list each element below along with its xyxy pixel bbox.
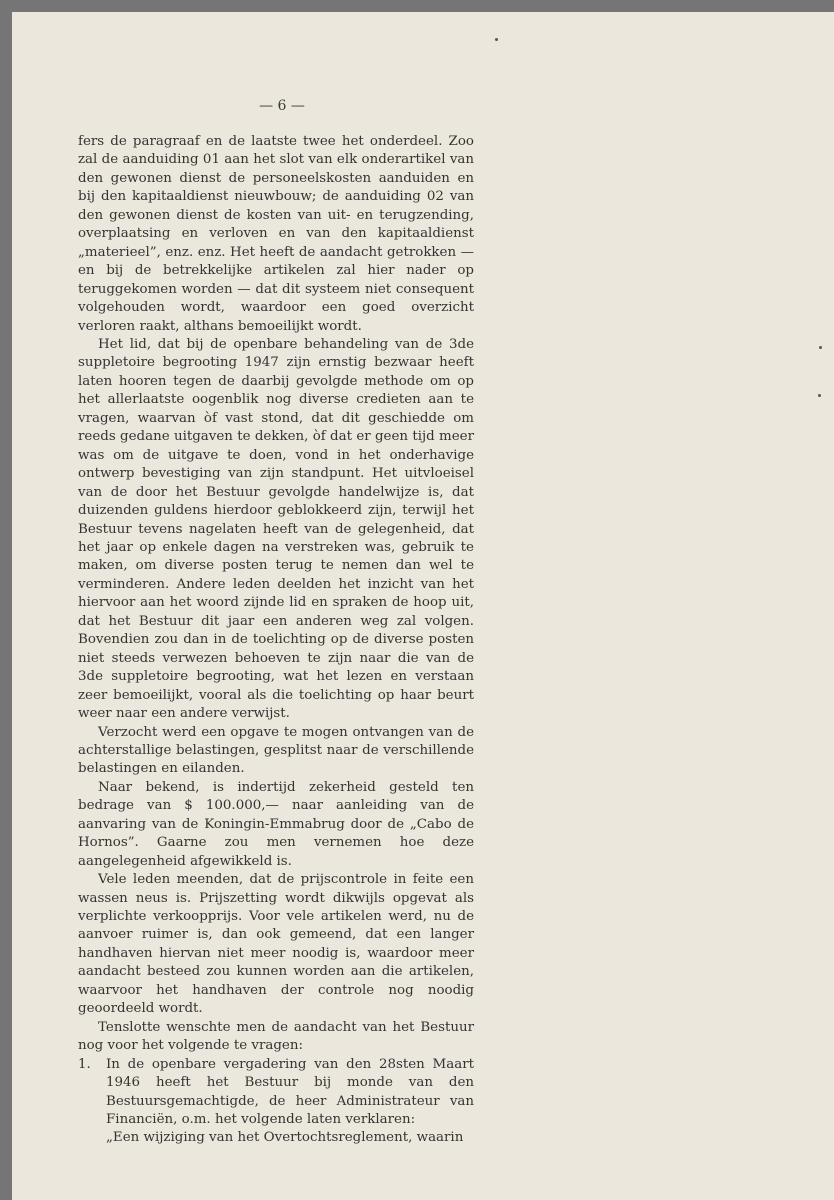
paragraph: Verzocht werd een opgave te mogen ontvangen van de achterstallige belastingen, gesplitst naar de verschillende belastingen en eilanden. <box>78 724 474 777</box>
page-number: — 6 — <box>259 98 305 114</box>
paragraph: Naar bekend, is indertijd zekerheid gesteld ten bedrage van $ 100.000,— naar aanleiding van de aanvaring van de Koningin-Emmabrug door de „Cabo de Hornos”. Gaarne zou men vernemen hoe deze aangelegenheid afgewikkeld is. <box>78 779 474 869</box>
list-item-number: 1. <box>78 1056 91 1072</box>
paragraph: fers de paragraaf en de laatste twee het onderdeel. Zoo zal de aanduiding 01 aan het slot van elk onderartikel van den gewonen dienst de personeelskosten aanduiden en bij den kapitaaldienst nieuwbouw; de aanduiding 02 van den gewonen dienst de kosten van uit- en terugzending, overplaatsing en verloven en van den kapitaaldienst „materieel”, enz. enz. Het heeft de aandacht getrokken — en bij de betrekkelijke artikelen zal hier nader op teruggekomen worden — dat dit systeem niet consequent volgehouden wordt, waardoor een goed overzicht verloren raakt, althans bemoeilijkt wordt. <box>78 134 474 334</box>
ink-speck <box>819 346 822 349</box>
paragraph: Tenslotte wenschte men de aandacht van het Bestuur nog voor het volgende te vragen: <box>78 1019 474 1054</box>
ink-speck <box>818 394 821 397</box>
list-item <box>78 1056 474 1130</box>
list-item-text: In de openbare vergadering van den 28sten Maart 1946 heeft het Bestuur bij monde van den Bestuursgemachtigde, de heer Administrateur van Financiën, o.m. het volgende laten verklaren: <box>106 1056 474 1128</box>
paragraph: Het lid, dat bij de openbare behandeling van de 3de suppletoire begrooting 1947 zijn ernstig bezwaar heeft laten hooren tegen de daarbij gevolgde methode om op het allerlaatste oogenblik nog diverse credieten aan te vragen, waarvan òf vast stond, dat dit geschiedde om reeds gedane uitgaven te dekken, òf dat er geen tijd meer was om de uitgave te doen, vond in het onderhavige ontwerp bevestiging van zijn standpunt. Het uitvloeisel van de door het Bestuur gevolgde handelwijze is, dat duizenden guldens hierdoor geblokkeerd zijn, terwijl het Bestuur tevens nagelaten heeft van de gelegenheid, dat het jaar op enkele dagen na verstreken was, gebruik te maken, om diverse posten terug te nemen dan wel te verminderen. Andere leden deelden het inzicht van het hiervoor aan het woord zijnde lid en spraken de hoop uit, dat het Bestuur dit jaar een anderen weg zal volgen. Bovendien zou dan in de toelichting op de diverse posten niet steeds verwezen behoeven te zijn naar die van de 3de suppletoire begrooting, wat het lezen en verstaan zeer bemoeilijkt, vooral als die toelichting op haar beurt weer naar een andere verwijst. <box>78 336 474 722</box>
body-text <box>78 133 474 1148</box>
ink-speck <box>495 38 498 41</box>
paragraph: Vele leden meenden, dat de prijscontrole in feite een wassen neus is. Prijszetting wordt dikwijls opgevat als verplichte verkoopprijs. Voor vele artikelen werd, nu de aanvoer ruimer is, dan ook gemeend, dat een langer handhaven hiervan niet meer noodig is, waardoor meer aandacht besteed zou kunnen worden aan die artikelen, waarvoor het handhaven der controle nog noodig geoordeeld wordt. <box>78 872 474 1017</box>
quote-line: „Een wijziging van het Overtochtsreglement, waarin <box>106 1130 464 1146</box>
